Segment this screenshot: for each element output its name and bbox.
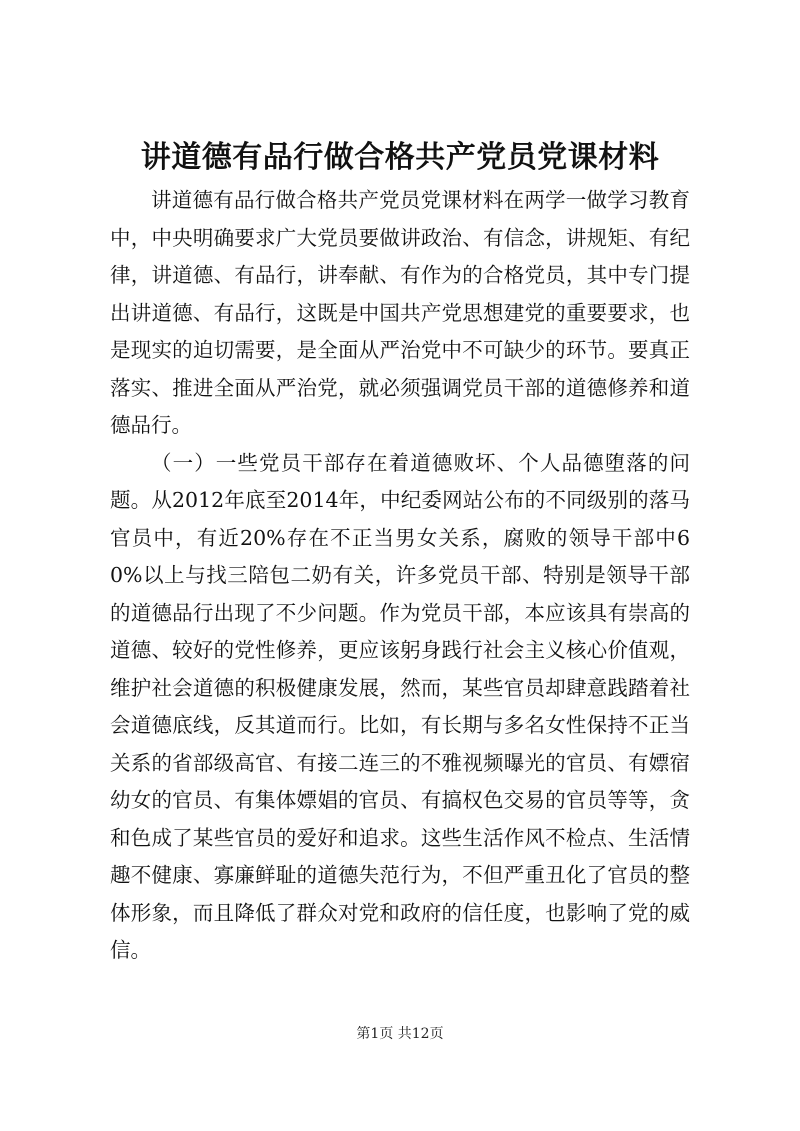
page-footer: 第1页 共12页 [356,1026,444,1042]
document-title: 讲道德有品行做合格共产党员党课材料 [140,140,660,175]
document-body [110,182,690,970]
paragraph-section-one: （一）一些党员干部存在着道德败坏、个人品德堕落的问题。从2012年底至2014年，中纪委网站公布的不同级别的落马官员中，有近20%存在不正当男女关系，腐败的领导干部中60%以上与找三陪包二奶有关，许多党员干部、特别是领导干部的道德品行出现了不少问题。作为党员干部，本应该具有崇高的道德、较好的党性修养，更应该躬身践行社会主义核心价值观，维护社会道德的积极健康发展，然而，某些官员却肆意践踏着社会道德底线，反其道而行。比如，有长期与多名女性保持不正当关系的省部级高官、有接二连三的不雅视频曝光的官员、有嫖宿幼女的官员、有集体嫖娼的官员、有搞权色交易的官员等等，贪和色成了某些官员的爱好和追求。这些生活作风不检点、生活情趣不健康、寡廉鲜耻的道德失范行为，不但严重丑化了官员的整体形象，而且降低了群众对党和政府的信任度，也影响了党的威信。 [110,450,690,962]
paragraph-intro: 讲道德有品行做合格共产党员党课材料在两学一做学习教育中，中央明确要求广大党员要做讲政治、有信念，讲规矩、有纪律，讲道德、有品行，讲奉献、有作为的合格党员，其中专门提出讲道德、有品行，这既是中国共产党思想建党的重要要求，也是现实的迫切需要，是全面从严治党中不可缺少的环节。要真正落实、推进全面从严治党，就必须强调党员干部的道德修养和道德品行。 [110,188,690,437]
